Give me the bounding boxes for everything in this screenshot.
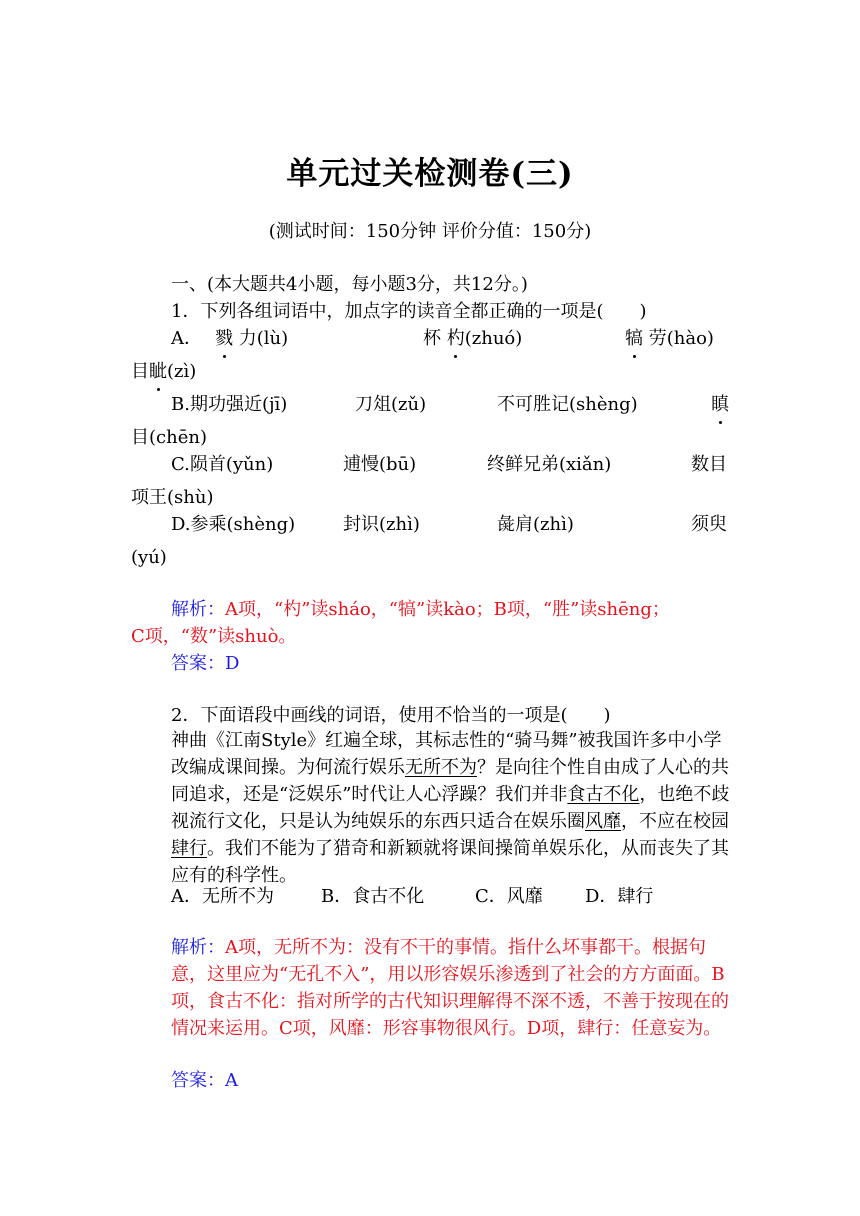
underlined-word: 肆行 <box>171 838 207 859</box>
q1-analysis-cont: C项，“数”读shuò。 <box>131 626 297 647</box>
analysis-label: 解析： <box>171 937 225 958</box>
option-label: A． <box>171 328 202 349</box>
section-heading: 一、(本大题共4小题，每小题3分，共12分。) <box>171 274 528 295</box>
q1-option-b-cont: 目(chēn) <box>131 427 207 448</box>
dotted-char: 瞋 <box>711 392 729 418</box>
underlined-word: 无所不为 <box>405 757 477 778</box>
q1-analysis: 解析：A项，“杓”读sháo，“犒”读kào；B项，“胜”读shēng； <box>171 599 670 620</box>
test-info: (测试时间：150分钟 评价分值：150分) <box>268 221 592 242</box>
dotted-char: 眦 <box>149 359 167 385</box>
q2-passage: 神曲《江南Style》红遍全球，其标志性的“骑马舞”被我国许多中小学改编成课间操。为何流行娱乐无所不为？是向往个性自由成了人心的共同追求，还是“泛娱乐”时代让人心浮躁？我们并非食古不化，也绝不歧视流行文化，只是认为纯娱乐的东西只适合在娱乐圈风靡，不应在校园肆行。我们不能为了猎奇和新颖就将课间操简单娱乐化，从而丧失了其应有的科学性。 <box>171 730 730 886</box>
q2-analysis: 解析：A项，无所不为：没有不干的事情。指什么坏事都干。根据句意，这里应为“无孔不入”，用以形容娱乐渗透到了社会的方方面面。B项，食古不化：指对所学的古代知识理解得不深不透，不善于按现在的情况来运用。C项，风靡：形容事物很风行。D项，肆行：任意妄为。 <box>171 937 729 1039</box>
dotted-char: 犒 <box>625 326 643 352</box>
q1-answer: 答案：D <box>171 653 240 674</box>
q1-option-c-cont: 项王(shù) <box>131 487 214 508</box>
dotted-char: 戮 <box>215 326 233 352</box>
question-1-stem: 1．下列各组词语中，加点字的读音全都正确的一项是( ) <box>171 301 647 322</box>
q1-option-a-cont: 目眦(zì) <box>131 359 196 385</box>
underlined-word: 风靡 <box>585 811 621 832</box>
q2-answer: 答案：A <box>171 1070 238 1091</box>
question-2-stem: 2．下面语段中画线的词语，使用不恰当的一项是( ) <box>171 705 611 726</box>
q1-option-d-cont: (yú) <box>131 547 167 568</box>
analysis-label: 解析： <box>171 599 225 620</box>
dotted-char: 杓 <box>447 326 465 352</box>
underlined-word: 食古不化 <box>567 784 640 805</box>
page-title: 单元过关检测卷(三) <box>286 156 574 192</box>
document-page: 单元过关检测卷(三) (测试时间：150分钟 评价分值：150分) 一、(本大题共4小题，每小题3分，共12分。) 1．下列各组词语中，加点字的读音全都正确的一项是( ) A． 戮 力(lù) 杯 杓(zhuó) 犒 劳(hào) 目眦(zì) B.期功强近(jī) 刀俎(zǔ) 不可胜记(shèng) 瞋 目(chēn) C.陨首(yǔn) 逋慢(bū) 终鲜兄弟(xiǎn) 数目 项王(shù) D.参乘(shèng) 封识(zhì) 彘肩(zhì) 须臾 (yú) 解析：A项，“杓”读sháo，“犒”读kào；B项，“胜”读shēng； C项，“数”读shuò。 答案：D 2．下面语段中画线的词语，使用不恰当的一项是( ) 神曲《江南Style》红遍全球，其标志性的“骑马舞”被我国许多中小学改编成课间操。为何流行娱乐无所不为？是向往个性自由成了人心的共同追求，还是“泛娱乐”时代让人心浮躁？我们并非食古不化，也绝不歧视流行文化，只是认为纯娱乐的东西只适合在娱乐圈风靡，不应在校园肆行。我们不能为了猎奇和新颖就将课间操简单娱乐化，从而丧失了其应有的科学性。 A．无所不为 B．食古不化 C．风靡 D．肆行 解析：A项，无所不为：没有不干的事情。指什么坏事都干。根据句意，这里应为“无孔不入”，用以形容娱乐渗透到了社会的方方面面。B项，食古不化：指对所学的古代知识理解得不深不透，不善于按现在的情况来运用。C项，风靡：形容事物很风行。D项，肆行：任意妄为。 答案：A <box>0 0 860 1216</box>
